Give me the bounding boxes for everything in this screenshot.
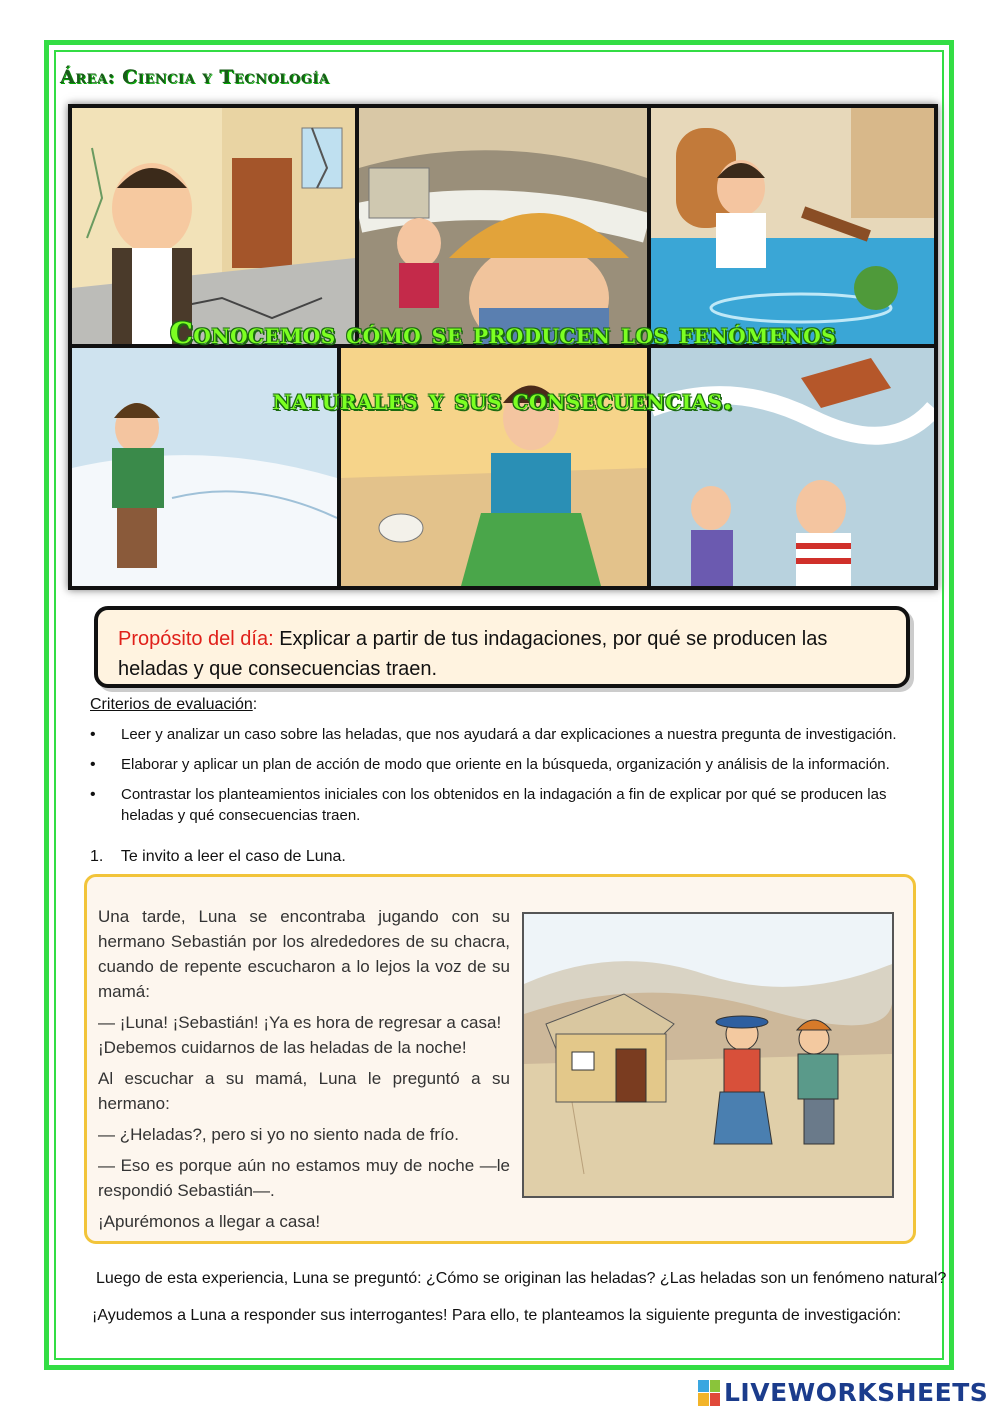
luna-question: Luego de esta experiencia, Luna se preguntó: ¿Cómo se originan las heladas? ¿Las heladas son un fenómeno natural?: [96, 1270, 947, 1287]
story-paragraph: Una tarde, Luna se encontraba jugando con su hermano Sebastián por los alrededores de su chacra, cuando de repente escucharon a lo lejos la voz de su mamá:: [98, 907, 510, 1001]
story-paragraph: — Eso es porque aún no estamos muy de noche —le respondió Sebastián—.: [98, 1156, 510, 1200]
criteria-item: • Contrastar los planteamientos iniciales con los obtenidos en la indagación a fin de explicar por qué se producen las heladas y qué consecuencias traen.: [90, 784, 940, 826]
purpose-text: Explicar a partir de tus indagaciones, por qué se producen las heladas y que consecuencias traen.: [118, 628, 828, 680]
flood-panel: [651, 108, 934, 344]
criteria-item: • Leer y analizar un caso sobre las heladas, que nos ayudará a dar explicaciones a nuestra pregunta de investigación.: [90, 724, 940, 745]
criteria-title-text: Criterios de evaluación: [90, 696, 253, 713]
banner-title-line-2: naturales y sus consecuencias.: [272, 382, 734, 416]
criteria-title: [90, 696, 257, 714]
story-paragraph: — ¡Luna! ¡Sebastián! ¡Ya es hora de regresar a casa! ¡Debemos cuidarnos de las heladas de la noche!: [98, 1013, 502, 1057]
luna-illustration: [522, 912, 894, 1198]
criteria-item: • Elaborar y aplicar un plan de acción de modo que oriente en la búsqueda, organización y análisis de la información.: [90, 754, 940, 775]
purpose-label: Propósito del día:: [118, 628, 274, 650]
area-heading: Área: Ciencia y Tecnología: [60, 66, 330, 88]
story-text: [98, 904, 510, 1240]
investigation-intro: ¡Ayudemos a Luna a responder sus interrogantes! Para ello, te planteamos la siguiente pregunta de investigación:: [92, 1307, 902, 1324]
banner-title-line-1: Conocemos cómo se producen los fenómenos: [169, 316, 837, 350]
story-paragraph: ¡Apurémonos a llegar a casa!: [98, 1212, 321, 1231]
liveworksheets-brand: [698, 1378, 988, 1407]
earthquake-panel: [72, 108, 355, 344]
story-paragraph: Al escuchar a su mamá, Luna le preguntó a su hermano:: [98, 1069, 510, 1113]
purpose-box: [94, 606, 910, 688]
criteria-list: [90, 724, 940, 835]
liveworksheets-text: LIVEWORKSHEETS: [724, 1378, 989, 1407]
story-paragraph: — ¿Heladas?, pero si yo no siento nada de frío.: [98, 1125, 459, 1144]
landslide-panel: [359, 108, 647, 344]
liveworksheets-logo-icon: [698, 1380, 720, 1406]
step-1-instruction: 1. Te invito a leer el caso de Luna.: [90, 848, 346, 865]
criteria-title-colon: :: [252, 696, 258, 713]
